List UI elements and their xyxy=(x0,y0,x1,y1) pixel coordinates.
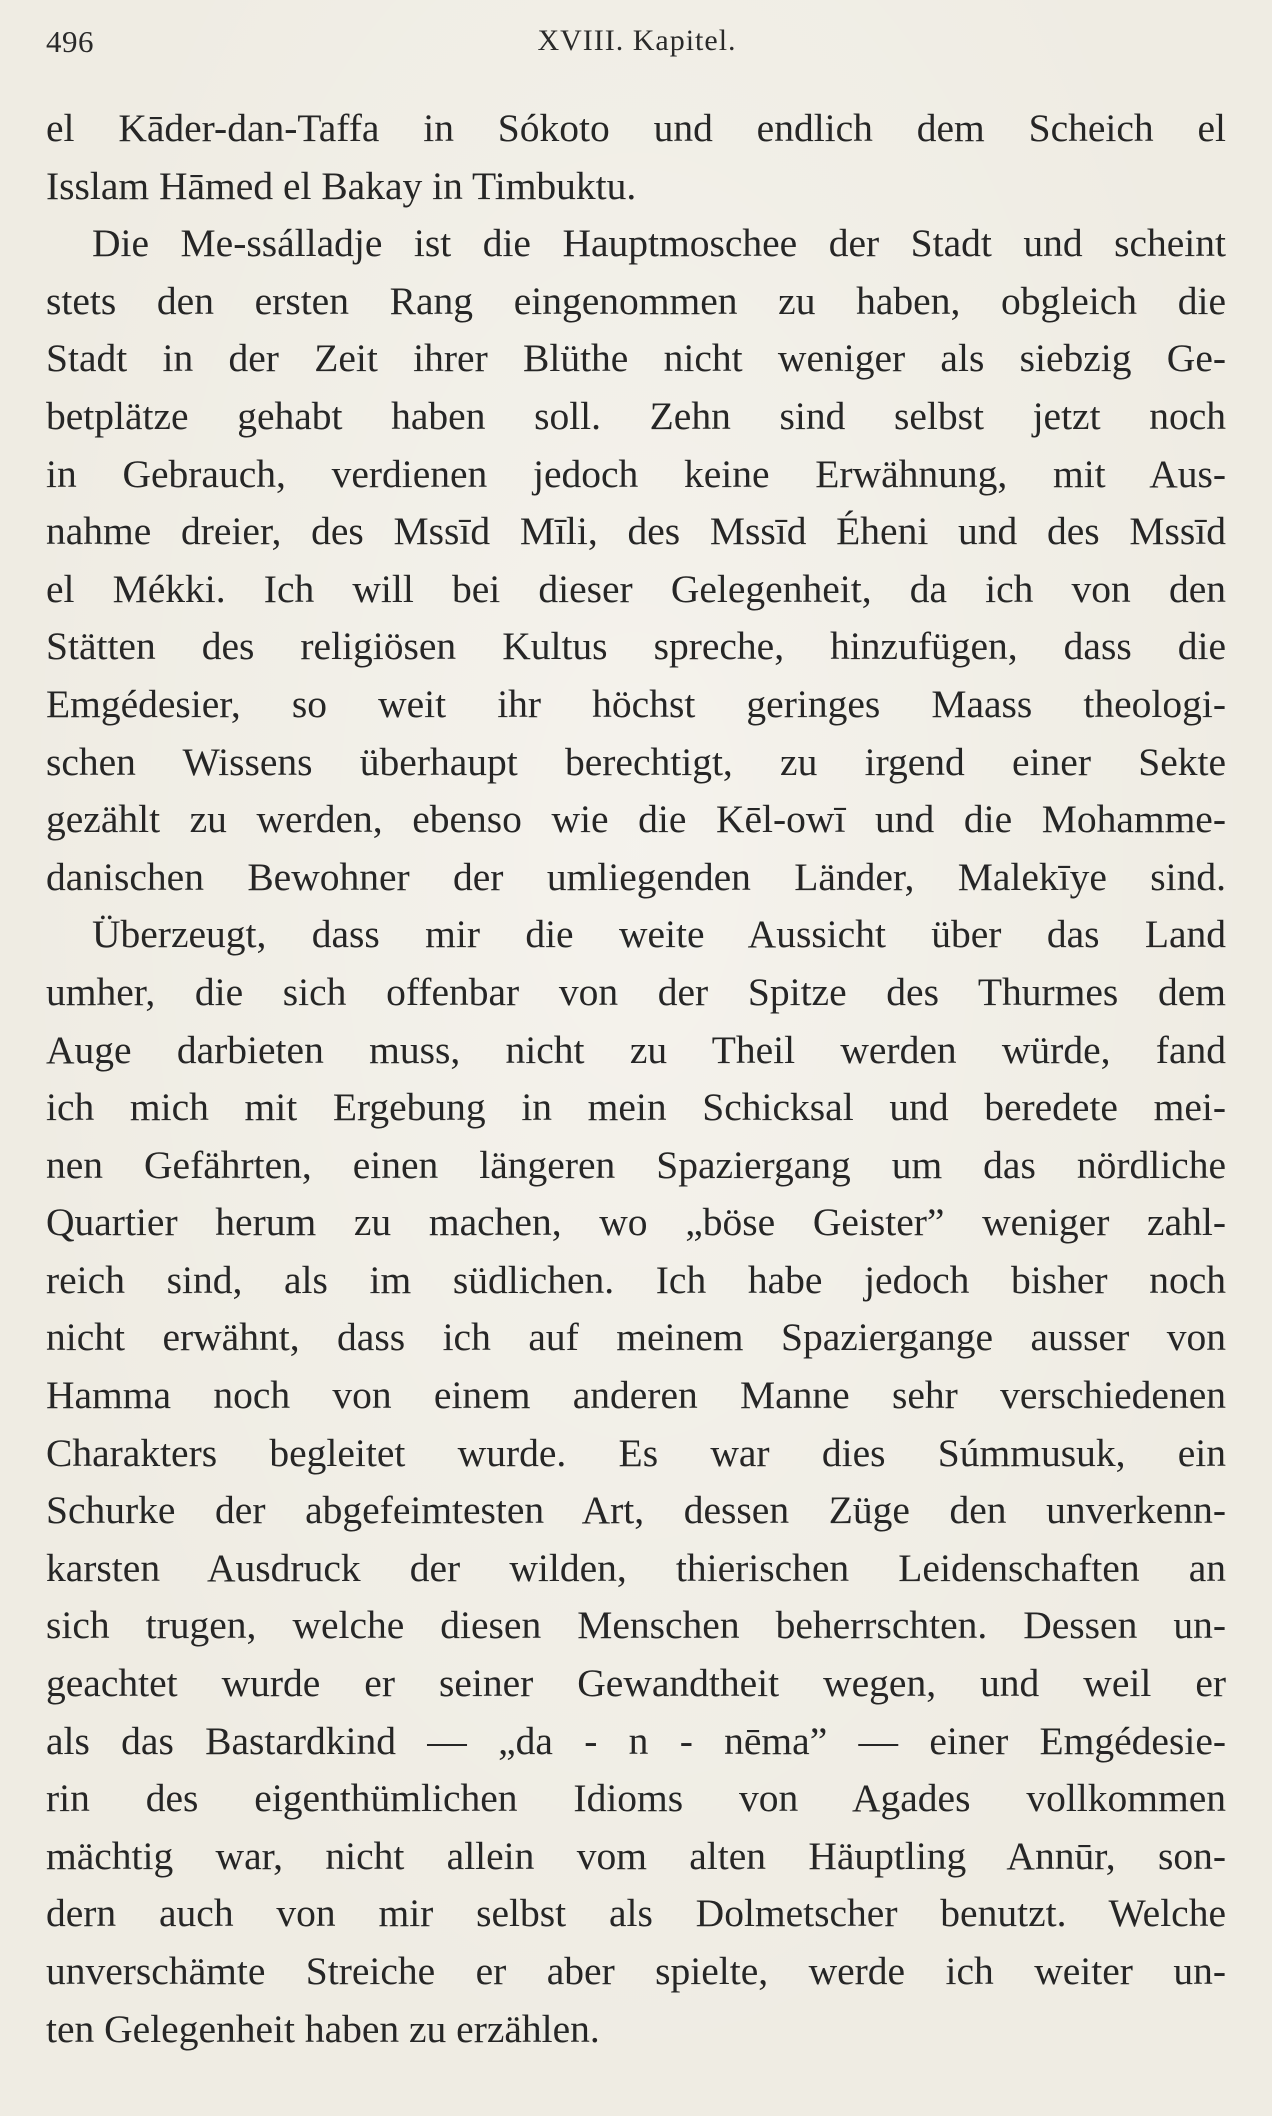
text-line: danischen Bewohner der umliegenden Länder, Malekīye sind. xyxy=(46,854,1226,899)
text-line: dern auch von mir selbst als Dolmetscher benutzt. Welche xyxy=(46,1891,1226,1936)
text-line: Schurke der abgefeimtesten Art, dessen Züge den unverkenn- xyxy=(46,1488,1226,1533)
text-line: gezählt zu werden, ebenso wie die Kēl-owī und die Mohamme- xyxy=(46,797,1226,842)
text-line: el Kāder-dan-Taffa in Sókoto und endlich dem Scheich el xyxy=(46,106,1226,150)
text-line: Charakters begleitet wurde. Es war dies Súmmusuk, ein xyxy=(46,1430,1226,1475)
text-line: Emgédesier, so weit ihr höchst geringes Maass theologi- xyxy=(46,681,1226,726)
paragraph-2 xyxy=(46,215,1226,906)
text-line: Stätten des religiösen Kultus spreche, hinzufügen, dass die xyxy=(46,624,1226,669)
text-line: Die Me-ssálladje ist die Hauptmoschee der Stadt und scheint xyxy=(92,221,1226,266)
text-line: ten Gelegenheit haben zu erzählen. xyxy=(46,2006,600,2051)
text-line: reich sind, als im südlichen. Ich habe jedoch bisher noch xyxy=(46,1257,1226,1302)
text-line: Stadt in der Zeit ihrer Blüthe nicht weniger als siebzig Ge- xyxy=(46,336,1226,381)
running-head: XVIII. Kapitel. xyxy=(537,24,737,57)
text-line: Isslam Hāmed el Bakay in Timbuktu. xyxy=(46,163,637,208)
page-number: 496 xyxy=(46,24,94,59)
text-line: ich mich mit Ergebung in mein Schicksal und beredete mei- xyxy=(46,1085,1226,1130)
text-line: sich trugen, welche diesen Menschen beherrschten. Dessen un- xyxy=(46,1603,1226,1648)
text-line: mächtig war, nicht allein vom alten Häuptling Annūr, son- xyxy=(46,1833,1226,1878)
text-line: Quartier herum zu machen, wo „böse Geister” weniger zahl- xyxy=(46,1200,1226,1245)
text-line: stets den ersten Rang eingenommen zu haben, obgleich die xyxy=(46,278,1226,323)
text-line: betplätze gehabt haben soll. Zehn sind selbst jetzt noch xyxy=(46,393,1226,438)
text-line: geachtet wurde er seiner Gewandtheit wegen, und weil er xyxy=(46,1661,1226,1706)
text-line: nahme dreier, des Mssīd Mīli, des Mssīd Éheni und des Mssīd xyxy=(46,509,1226,554)
paragraph-3 xyxy=(46,906,1226,2058)
text-line: karsten Ausdruck der wilden, thierischen Leidenschaften an xyxy=(46,1545,1226,1590)
text-line: schen Wissens überhaupt berechtigt, zu irgend einer Sekte xyxy=(46,739,1226,784)
text-line: als das Bastardkind — „da - n - nēma” — einer Emgédesie- xyxy=(46,1718,1226,1763)
text-line: umher, die sich offenbar von der Spitze des Thurmes dem xyxy=(46,969,1226,1014)
text-line: Hamma noch von einem anderen Manne sehr verschiedenen xyxy=(46,1373,1226,1418)
text-line: rin des eigenthümlichen Idioms von Agades vollkommen xyxy=(46,1776,1226,1821)
text-line: in Gebrauch, verdienen jedoch keine Erwähnung, mit Aus- xyxy=(46,451,1226,496)
text-line: Auge darbieten muss, nicht zu Theil werden würde, fand xyxy=(46,1027,1226,1072)
page-header xyxy=(46,24,1228,74)
text-line: Überzeugt, dass mir die weite Aussicht über das Land xyxy=(92,912,1226,957)
text-line: nicht erwähnt, dass ich auf meinem Spaziergange ausser von xyxy=(46,1315,1226,1360)
text-line: nen Gefährten, einen längeren Spaziergang um das nördliche xyxy=(46,1142,1226,1187)
body-text xyxy=(46,100,1226,2058)
text-line: el Mékki. Ich will bei dieser Gelegenheit, da ich von den xyxy=(46,566,1226,611)
text-line: unverschämte Streiche er aber spielte, werde ich weiter un- xyxy=(46,1949,1226,1993)
paragraph-1 xyxy=(46,100,1226,215)
